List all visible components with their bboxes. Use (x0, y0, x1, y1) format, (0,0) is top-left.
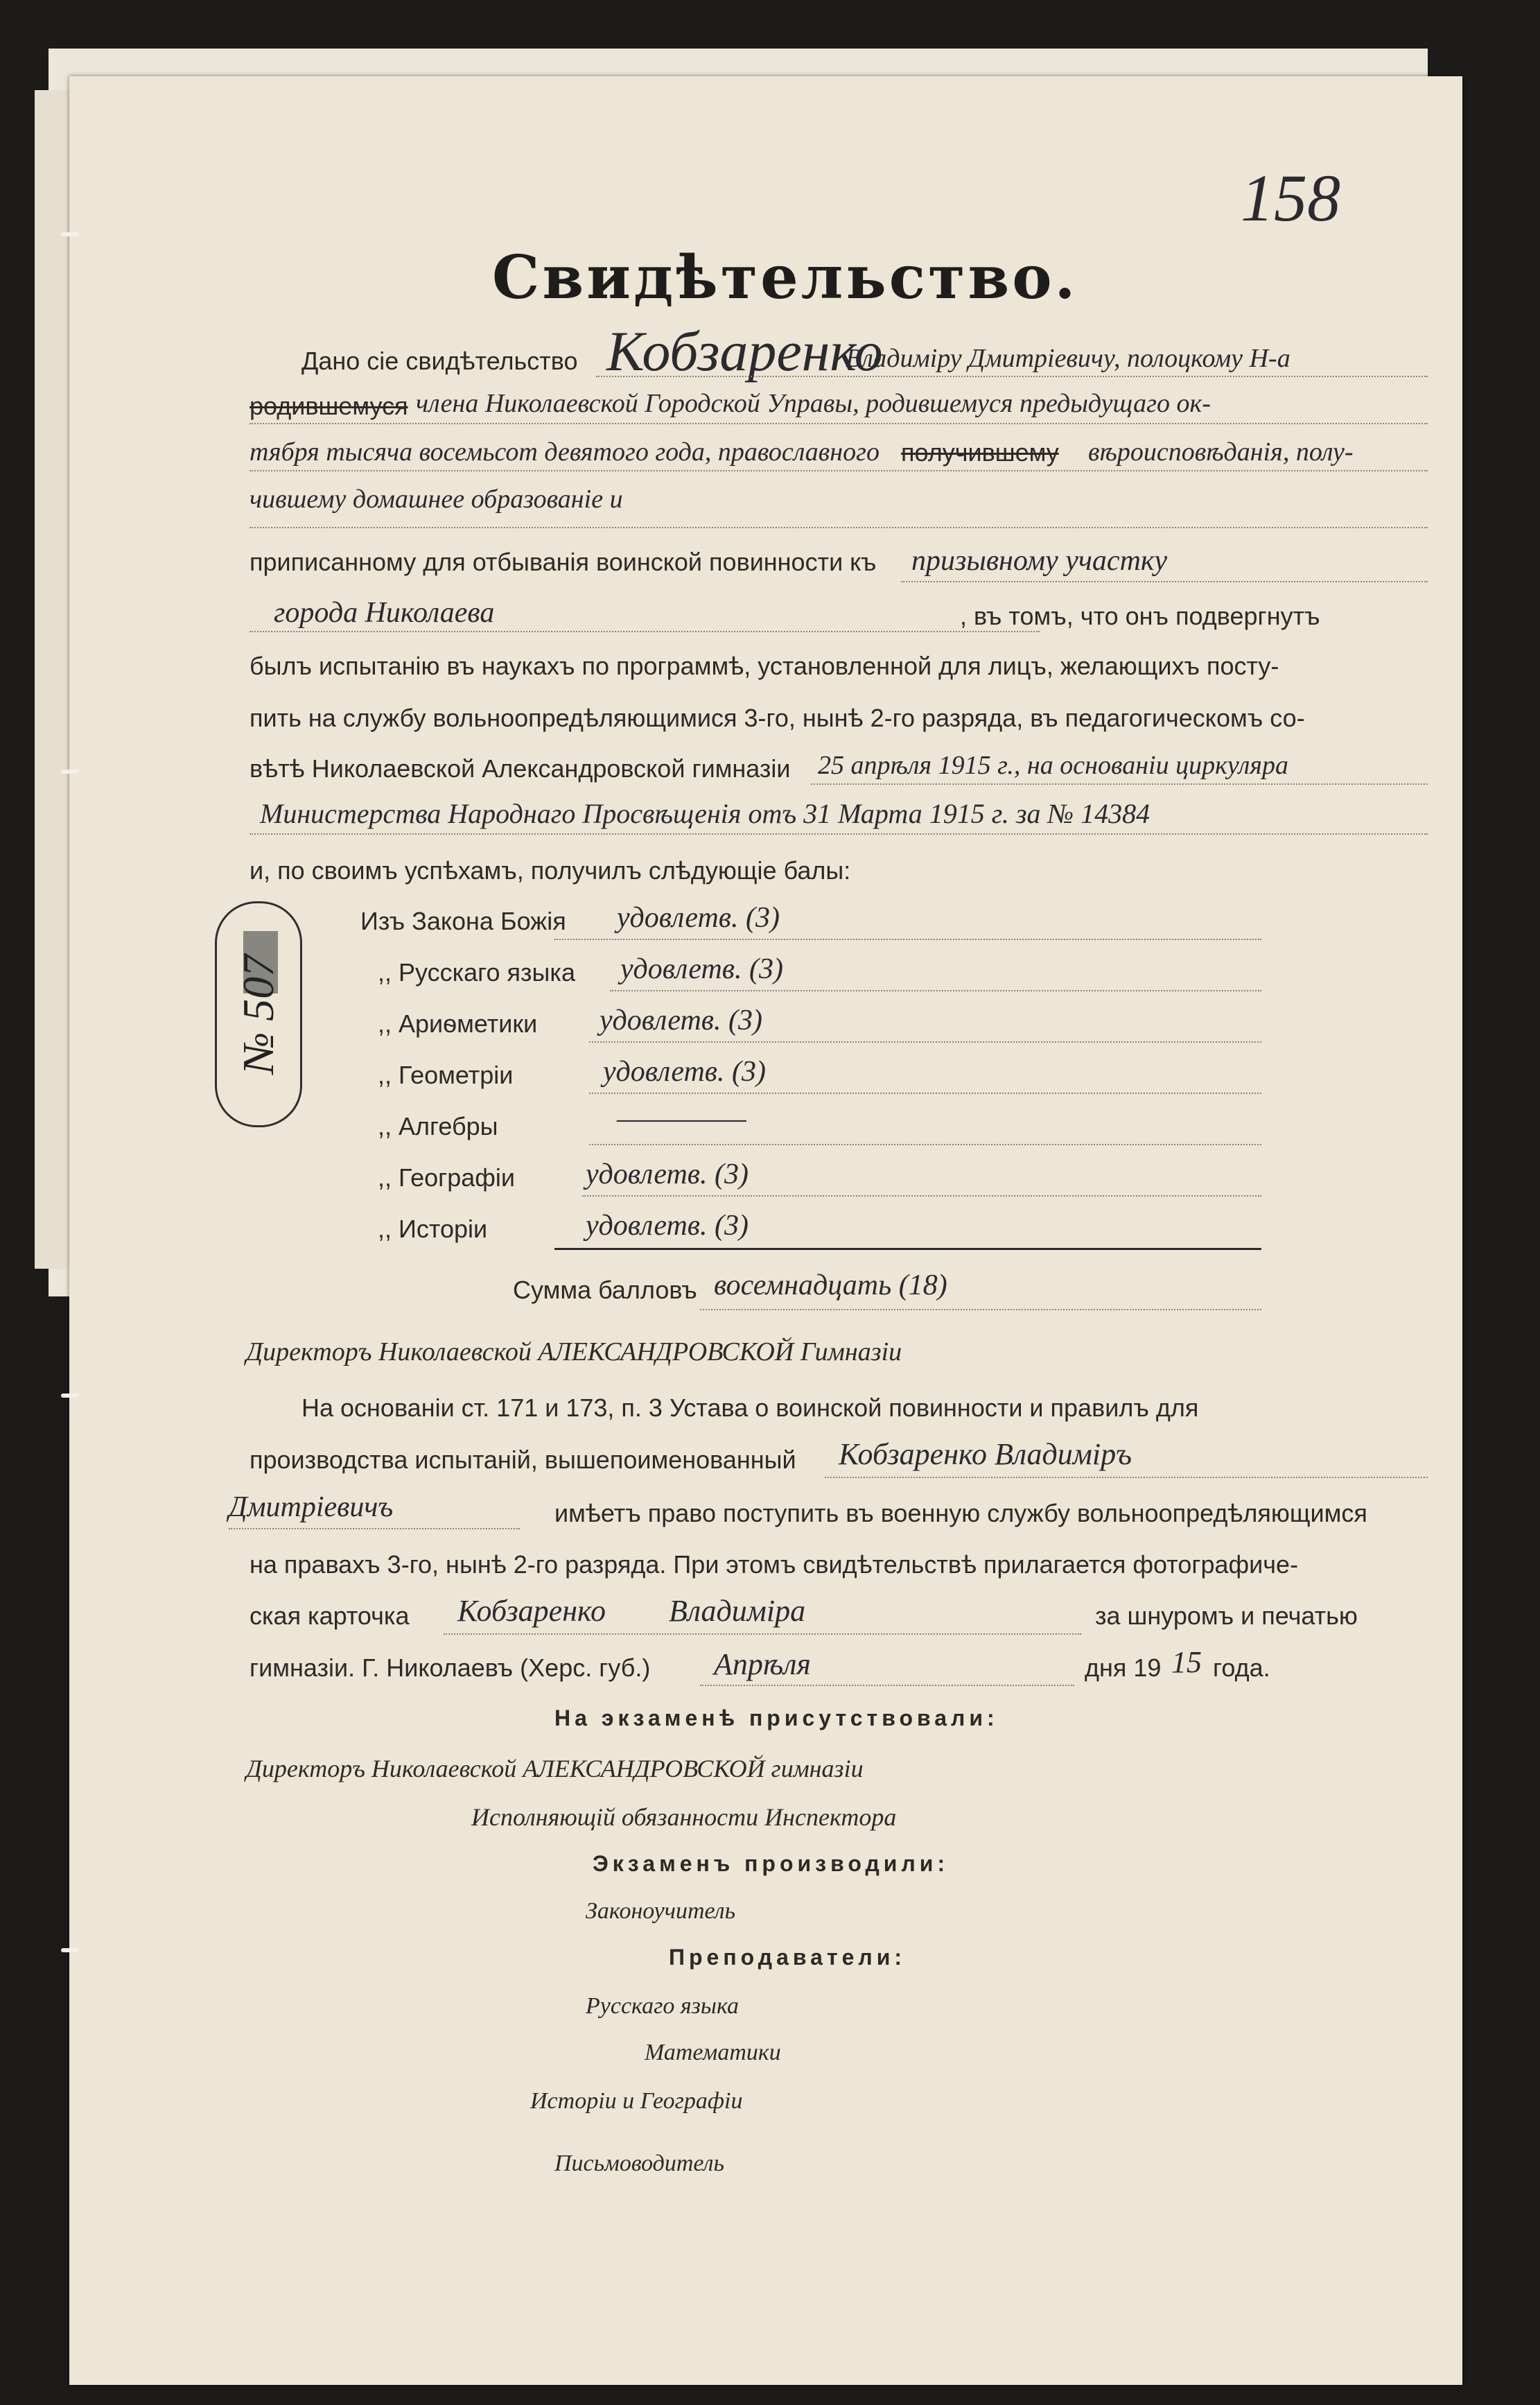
grade-subject: ,, Исторіи (378, 1215, 488, 1243)
fill-line (229, 1528, 520, 1529)
assigned-hand1: призывному участку (911, 545, 1168, 577)
present-director: Директоръ Николаевской АЛЕКСАНДРОВСКОЙ гимназіи (246, 1755, 864, 1782)
grade-subject: ,, Ариѳметики (378, 1009, 538, 1038)
fill-line (250, 423, 1428, 424)
ministry-hand: Министерства Народнаго Просвѣщенія отъ 31 Марта 1915 г. за № 14384 (260, 798, 1150, 829)
date-year-hand: 15 (1171, 1645, 1202, 1679)
basis-hand: Кобзаренко Владиміръ (839, 1437, 1132, 1471)
card-hand: Кобзаренко Владиміра (457, 1594, 806, 1628)
page-number: 158 (1241, 161, 1340, 235)
basis-line-1: На основаніи ст. 171 и 173, п. 3 Устава о воинской повинности и правилъ для (301, 1393, 1199, 1422)
fill-line (250, 527, 1428, 528)
fill-line (700, 1309, 1261, 1310)
date-prefix: гимназіи. Г. Николаевъ (Херс. губ.) (250, 1653, 651, 1682)
fill-line (700, 1685, 1074, 1686)
fill-line (250, 833, 1428, 835)
body-line-1: былъ испытанію въ наукахъ по программѣ, установленной для лицъ, желающихъ посту- (250, 652, 1279, 680)
present-inspector: Исполняющій обязанности Инспектора (471, 1803, 897, 1831)
struck-word-received: получившему (901, 438, 1059, 467)
card-tail: за шнуромъ и печатью (1095, 1601, 1358, 1630)
basis-line-2: производства испытаній, вышепоименованный (250, 1445, 796, 1474)
fill-line (250, 470, 1428, 471)
clerk: Письмоводитель (554, 2151, 724, 2176)
binding-thread (61, 770, 79, 774)
council-printed: вѣтѣ Николаевской Александровской гимназіи (250, 754, 791, 783)
council-hand: 25 апрѣля 1915 г., на основаніи циркуляра (818, 751, 1288, 780)
assigned-hand2: города Николаева (274, 597, 495, 629)
date-month-hand: Апрѣля (714, 1647, 811, 1681)
fill-line (444, 1633, 1081, 1635)
fill-line (554, 939, 1261, 940)
grade-value: удовлетв. (3) (586, 1210, 749, 1242)
fill-line (610, 990, 1261, 991)
sum-label: Сумма балловъ (513, 1276, 697, 1304)
card-label: ская карточка (250, 1601, 410, 1630)
binding-thread (61, 232, 79, 236)
rights-printed: имѣетъ право поступить въ военную службу вольноопредѣляющимся (554, 1499, 1367, 1527)
fill-line (811, 783, 1428, 785)
director-title: Директоръ Николаевской АЛЕКСАНДРОВСКОЙ Гимназіи (246, 1337, 902, 1366)
struck-word-born: родившемуся (250, 392, 408, 420)
document-title: Свидѣтельство. (492, 243, 1078, 313)
binding-thread (61, 1393, 79, 1398)
grade-subject: ,, Географіи (378, 1163, 516, 1192)
assigned-label: приписанному для отбыванія воинской повинности къ (250, 548, 877, 576)
grade-value: удовлетв. (3) (620, 953, 783, 985)
intro-hand-line1: Владиміру Дмитріевичу, полоцкому Н-а (846, 344, 1290, 373)
fill-line (596, 376, 1428, 377)
grade-value: удовлетв. (3) (600, 1005, 762, 1036)
grade-value: ————— (617, 1103, 746, 1135)
binding-thread (61, 1948, 79, 1952)
teacher-history-geography: Исторіи и Географіи (530, 2088, 743, 2114)
results-intro: и, по своимъ успѣхамъ, получилъ слѣдующіе балы: (250, 856, 851, 885)
teachers-heading: Преподаватели: (669, 1945, 907, 1970)
grades-total-line (554, 1248, 1261, 1250)
fill-line (250, 631, 1040, 632)
grade-subject: ,, Русскаго языка (378, 958, 575, 987)
intro-hand-line2: члена Николаевской Городской Управы, родившемуся предыдущаго ок- (416, 389, 1211, 418)
examiners-heading: Экзаменъ производили: (593, 1851, 950, 1876)
grade-value: удовлетв. (3) (603, 1056, 766, 1088)
fill-line (582, 1195, 1261, 1197)
fill-line (589, 1144, 1261, 1145)
law-teacher: Законоучитель (586, 1898, 736, 1924)
date-day-label: дня 19 (1085, 1653, 1162, 1682)
rights-hand: Дмитріевичъ (229, 1491, 394, 1523)
grade-subject: ,, Алгебры (378, 1112, 498, 1140)
intro-prefix: Дано сіе свидѣтельство (301, 347, 578, 375)
present-heading: На экзаменѣ присутствовали: (554, 1705, 999, 1730)
date-suffix: года. (1213, 1653, 1270, 1682)
teacher-math: Математики (645, 2040, 781, 2065)
grade-value: удовлетв. (3) (586, 1158, 749, 1190)
fill-line (589, 1041, 1261, 1043)
stamp-number: № 507 (234, 954, 283, 1075)
fill-line (901, 581, 1428, 582)
assigned-tail: , въ томъ, что онъ подвергнутъ (960, 602, 1320, 630)
sum-value: восемнадцать (18) (714, 1269, 947, 1301)
body-line-2: пить на службу вольноопредѣляющимися 3-го, нынѣ 2-го разряда, въ педагогическомъ со- (250, 704, 1305, 732)
grade-value: удовлетв. (3) (617, 902, 780, 934)
rights-line2: на правахъ 3-го, нынѣ 2-го разряда. При этомъ свидѣтельствѣ прилагается фотографиче- (250, 1550, 1299, 1579)
intro-hand-line3b: вѣроисповѣданія, полу- (1088, 437, 1354, 467)
intro-hand-line4: чившему домашнее образованіе и (250, 485, 623, 514)
number-stamp (215, 901, 302, 1127)
fill-line (589, 1093, 1261, 1094)
fill-line (825, 1477, 1428, 1478)
teacher-russian: Русскаго языка (586, 1993, 740, 2019)
grade-subject: Изъ Закона Божія (360, 907, 566, 935)
certificate-page (69, 76, 1462, 2385)
grade-subject: ,, Геометріи (378, 1061, 514, 1089)
intro-hand-line3: тября тысяча восемьсот девятого года, православного (250, 437, 880, 467)
surname-handwritten: Кобзаренко (606, 320, 883, 383)
